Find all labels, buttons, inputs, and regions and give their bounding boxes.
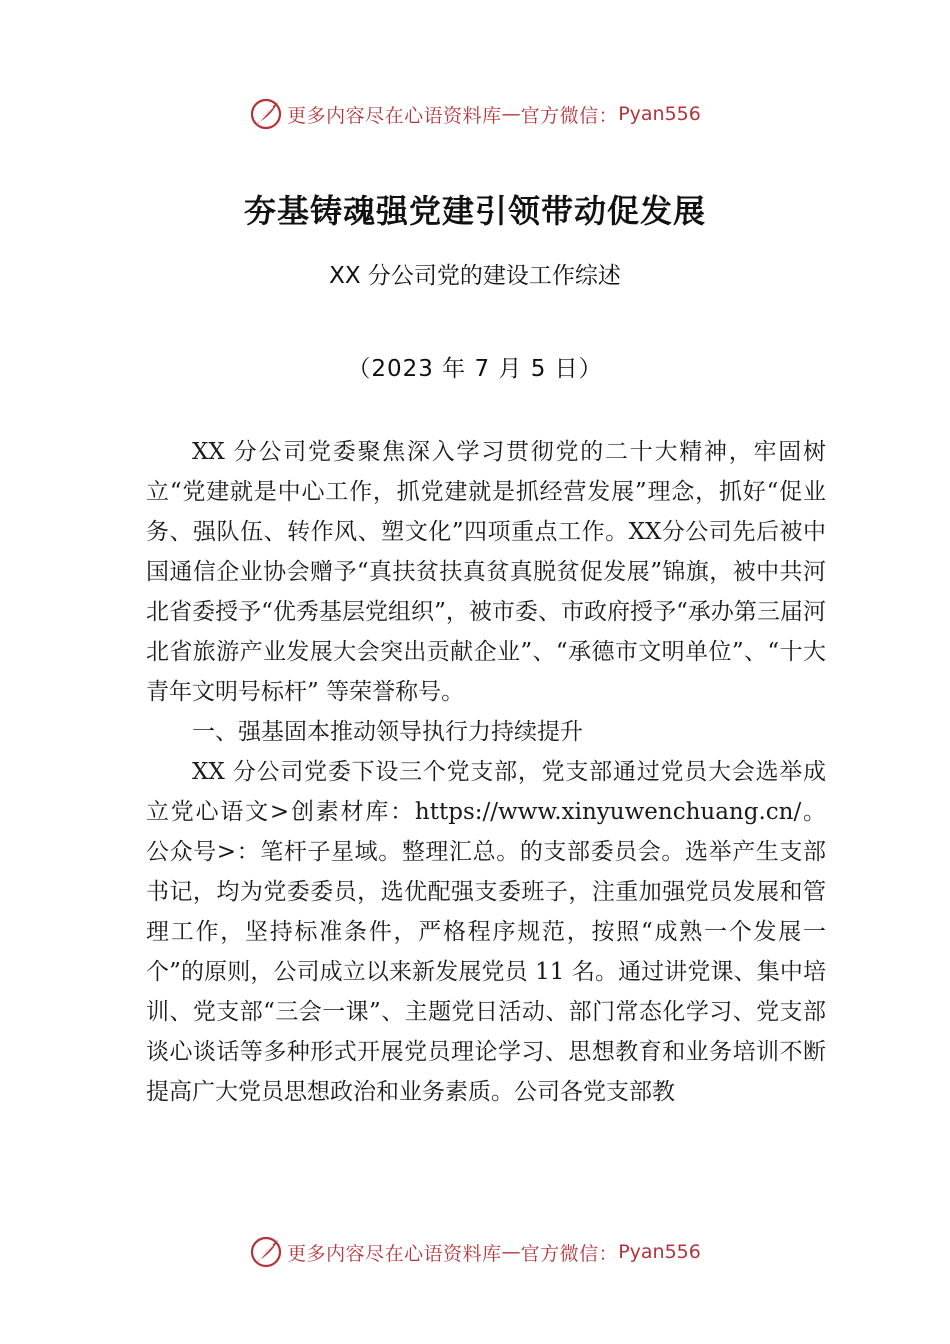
banner-text: 更多内容尽在心语资料库 xyxy=(287,1242,502,1265)
document-body xyxy=(146,432,826,1112)
document-title: 夯基铸魂强党建引领带动促发展 xyxy=(243,192,706,230)
footer-watermark-banner xyxy=(0,1232,950,1272)
banner-label: 官方微信： xyxy=(520,1242,619,1265)
body-paragraph: XX 分公司党委聚焦深入学习贯彻党的二十大精神，牢固树立“党建就是中心工作，抓党建就是抓经营发展”理念，抓好“促业务、强队伍、转作风、塑文化”四项重点工作。XX分公司先后被中国通信企业协会赠予“真扶贫扶真贫真脱贫促发展”锦旗，被中共河北省委授予“优秀基层党组织”，被市委、市政府授予“承办第三届河北省旅游产业发展大会突出贡献企业”、“承德市文明单位”、“十大青年文明号标杆” 等荣誉称号。 xyxy=(146,439,826,705)
document-date: （2023 年 7 月 5 日） xyxy=(347,356,603,382)
banner-separator: — xyxy=(501,1241,521,1263)
banner-label: 官方微信： xyxy=(520,104,619,127)
body-paragraph: XX 分公司党委下设三个党支部，党支部通过党员大会选举成立党心语文>创素材库：https://www.xinyuwenchuang.cn/。公众号>：笔杆子星域。整理汇总。的支部委员会。选举产生支部书记，均为党委委员，选优配强支委班子，注重加强党员发展和管理工作，坚持标准条件，严格程序规范，按照“成熟一个发展一个”的原则，公司成立以来新发展党员 11 名。通过讲党课、集中培训、党支部“三会一课”、主题党日活动、部门常态化学习、党支部谈心谈话等多种形式开展党员理论学习、思想教育和业务培训不断提高广大党员思想政治和业务素质。公司各党支部教 xyxy=(146,759,826,1105)
banner-text: 更多内容尽在心语资料库 xyxy=(287,104,502,127)
header-watermark-banner xyxy=(0,94,950,134)
banner-wechat-id: Pyan556 xyxy=(618,1241,701,1263)
section-heading: 一、强基固本推动领导执行力持续提升 xyxy=(192,719,583,745)
pen-feather-logo-icon xyxy=(249,97,283,131)
document-subtitle: XX 分公司党的建设工作综述 xyxy=(329,263,621,289)
pen-feather-logo-icon xyxy=(249,1235,283,1269)
banner-wechat-id: Pyan556 xyxy=(618,103,701,125)
banner-separator: — xyxy=(501,103,521,125)
